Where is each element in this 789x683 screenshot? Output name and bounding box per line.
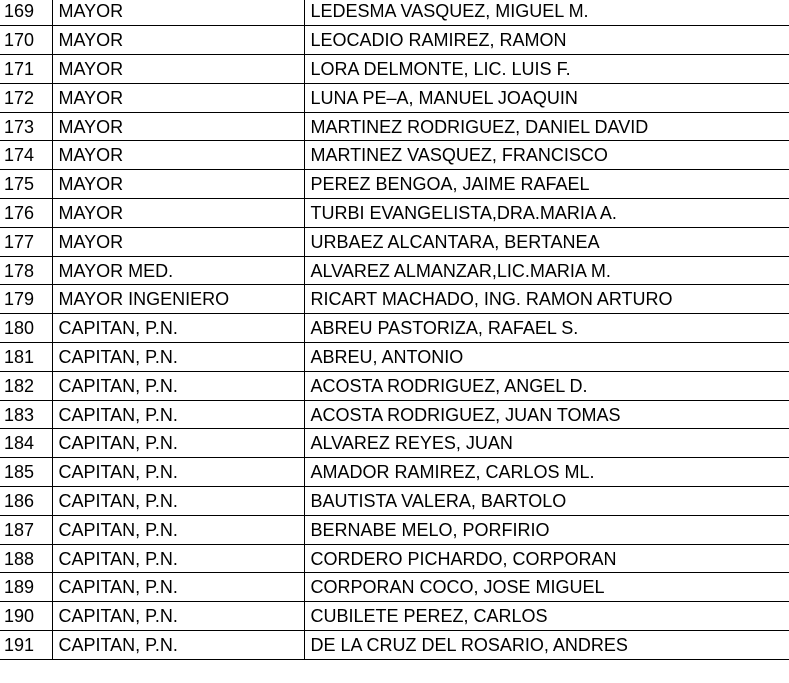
table-row [0, 573, 789, 602]
row-number: 169 [0, 0, 52, 26]
table-row [0, 400, 789, 429]
row-rank: CAPITAN, P.N. [52, 544, 304, 573]
row-name: CUBILETE PEREZ, CARLOS [304, 602, 789, 631]
row-number: 171 [0, 55, 52, 84]
row-number: 173 [0, 112, 52, 141]
row-number: 179 [0, 285, 52, 314]
row-number: 190 [0, 602, 52, 631]
table-row [0, 458, 789, 487]
row-name: ACOSTA RODRIGUEZ, ANGEL D. [304, 371, 789, 400]
table-row [0, 371, 789, 400]
row-rank: MAYOR [52, 0, 304, 26]
table-row [0, 602, 789, 631]
row-number: 191 [0, 631, 52, 660]
row-rank: CAPITAN, P.N. [52, 458, 304, 487]
row-name: CORPORAN COCO, JOSE MIGUEL [304, 573, 789, 602]
row-name: ALVAREZ ALMANZAR,LIC.MARIA M. [304, 256, 789, 285]
table-row [0, 26, 789, 55]
row-rank: MAYOR [52, 199, 304, 228]
row-name: ABREU PASTORIZA, RAFAEL S. [304, 314, 789, 343]
row-rank: MAYOR [52, 227, 304, 256]
row-name: LORA DELMONTE, LIC. LUIS F. [304, 55, 789, 84]
row-number: 176 [0, 199, 52, 228]
table-row [0, 544, 789, 573]
row-name: BAUTISTA VALERA, BARTOLO [304, 487, 789, 516]
table-row [0, 0, 789, 26]
table-row [0, 631, 789, 660]
row-number: 186 [0, 487, 52, 516]
row-number: 174 [0, 141, 52, 170]
row-name: ACOSTA RODRIGUEZ, JUAN TOMAS [304, 400, 789, 429]
row-number: 189 [0, 573, 52, 602]
table-row [0, 141, 789, 170]
row-number: 170 [0, 26, 52, 55]
row-name: MARTINEZ RODRIGUEZ, DANIEL DAVID [304, 112, 789, 141]
row-rank: CAPITAN, P.N. [52, 429, 304, 458]
row-rank: CAPITAN, P.N. [52, 487, 304, 516]
table-row [0, 227, 789, 256]
row-rank: CAPITAN, P.N. [52, 343, 304, 372]
row-rank: MAYOR [52, 112, 304, 141]
row-name: URBAEZ ALCANTARA, BERTANEA [304, 227, 789, 256]
row-name: LEDESMA VASQUEZ, MIGUEL M. [304, 0, 789, 26]
row-name: CORDERO PICHARDO, CORPORAN [304, 544, 789, 573]
row-rank: MAYOR [52, 55, 304, 84]
row-number: 180 [0, 314, 52, 343]
row-rank: CAPITAN, P.N. [52, 371, 304, 400]
table-row [0, 55, 789, 84]
row-rank: CAPITAN, P.N. [52, 515, 304, 544]
row-number: 178 [0, 256, 52, 285]
row-name: LEOCADIO RAMIREZ, RAMON [304, 26, 789, 55]
row-number: 183 [0, 400, 52, 429]
row-rank: CAPITAN, P.N. [52, 314, 304, 343]
row-rank: CAPITAN, P.N. [52, 602, 304, 631]
row-rank: MAYOR INGENIERO [52, 285, 304, 314]
row-name: MARTINEZ VASQUEZ, FRANCISCO [304, 141, 789, 170]
row-name: ABREU, ANTONIO [304, 343, 789, 372]
row-name: RICART MACHADO, ING. RAMON ARTURO [304, 285, 789, 314]
row-number: 188 [0, 544, 52, 573]
row-number: 175 [0, 170, 52, 199]
row-name: ALVAREZ REYES, JUAN [304, 429, 789, 458]
table-row [0, 487, 789, 516]
row-number: 187 [0, 515, 52, 544]
row-name: PEREZ BENGOA, JAIME RAFAEL [304, 170, 789, 199]
row-rank: MAYOR [52, 170, 304, 199]
row-number: 172 [0, 83, 52, 112]
row-number: 177 [0, 227, 52, 256]
table-row [0, 343, 789, 372]
table-row [0, 314, 789, 343]
row-number: 181 [0, 343, 52, 372]
row-name: DE LA CRUZ DEL ROSARIO, ANDRES [304, 631, 789, 660]
row-rank: MAYOR MED. [52, 256, 304, 285]
row-number: 182 [0, 371, 52, 400]
row-number: 185 [0, 458, 52, 487]
table-row [0, 170, 789, 199]
table-row [0, 83, 789, 112]
table-row [0, 199, 789, 228]
table-row [0, 515, 789, 544]
row-rank: MAYOR [52, 83, 304, 112]
table-row [0, 285, 789, 314]
row-rank: CAPITAN, P.N. [52, 400, 304, 429]
table-row [0, 256, 789, 285]
row-number: 184 [0, 429, 52, 458]
row-rank: MAYOR [52, 26, 304, 55]
row-rank: CAPITAN, P.N. [52, 573, 304, 602]
row-name: BERNABE MELO, PORFIRIO [304, 515, 789, 544]
row-name: LUNA PE–A, MANUEL JOAQUIN [304, 83, 789, 112]
table-row [0, 112, 789, 141]
table-row [0, 429, 789, 458]
row-name: AMADOR RAMIREZ, CARLOS ML. [304, 458, 789, 487]
row-name: TURBI EVANGELISTA,DRA.MARIA A. [304, 199, 789, 228]
row-rank: MAYOR [52, 141, 304, 170]
row-rank: CAPITAN, P.N. [52, 631, 304, 660]
